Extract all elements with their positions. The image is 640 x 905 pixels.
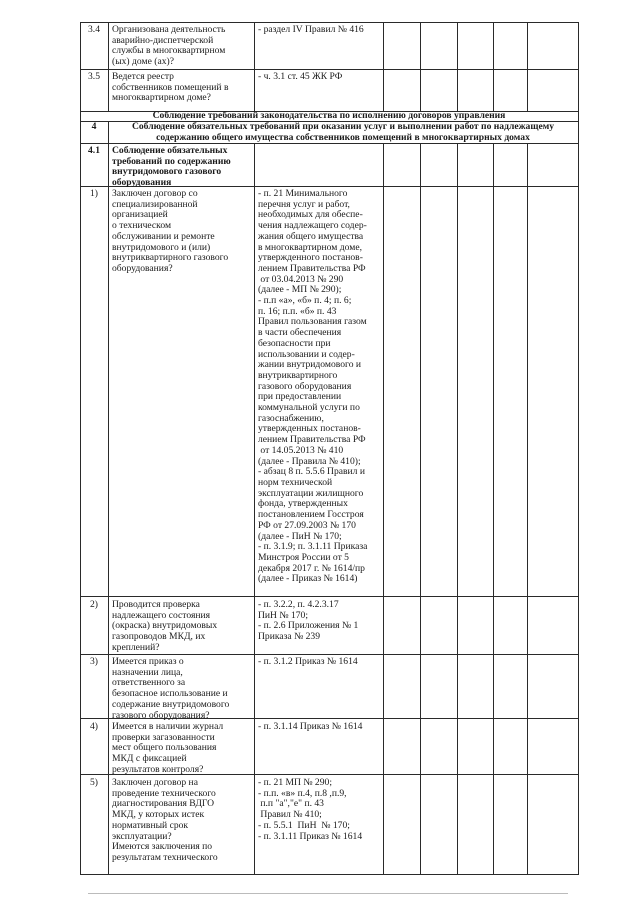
rule — [420, 143, 421, 874]
row-legal-reference: - ч. 3.1 ст. 45 ЖК РФ — [258, 72, 343, 82]
row-number: 2) — [90, 600, 98, 610]
rule — [457, 143, 458, 874]
row-legal-reference: - п. 3.1.2 Приказ № 1614 — [258, 657, 358, 667]
section-heading: Соблюдение требований законодательства по исполнению договоров управления — [152, 111, 506, 121]
row-number: 3) — [90, 657, 98, 667]
row-question: Проводится проверка надлежащего состояния (окраска) внутридомовых газопроводов МКД, их креплений? — [112, 600, 218, 653]
rule — [80, 654, 579, 655]
rule — [383, 22, 384, 111]
rule — [527, 143, 528, 874]
row-legal-reference: - раздел IV Правил № 416 — [258, 25, 364, 35]
rule — [527, 22, 528, 111]
row-legal-reference: - п. 3.2.2, п. 4.2.3.17 ПиН № 170; - п. 2.6 Приложения № 1 Приказа № 239 — [258, 600, 359, 643]
rule — [254, 143, 255, 874]
rule — [80, 874, 579, 875]
rule — [578, 22, 579, 874]
row-question: Имеется приказ о назначении лица, ответственного за безопасное использование и содержание внутридомового газового оборудования? — [112, 657, 230, 721]
row-number: 1) — [90, 189, 98, 199]
rule — [457, 22, 458, 111]
row-number: 4.1 — [88, 146, 100, 156]
rule — [254, 22, 255, 111]
row-legal-reference: - п. 3.1.14 Приказ № 1614 — [258, 722, 363, 732]
row-number: 4) — [90, 722, 98, 732]
rule — [80, 22, 579, 23]
rule — [420, 22, 421, 111]
row-question: Соблюдение обязательных требований по содержанию внутридомового газового оборудования — [112, 146, 231, 189]
rule — [108, 22, 109, 111]
scan-artifact — [88, 893, 568, 894]
rule — [493, 22, 494, 111]
row-question: Заключен договор со специализированной организацией о техническом обслуживании и ремонте внутридомового и (или) внутриквартирного газового оборудования? — [112, 189, 229, 274]
row-question: Ведется реестр собственников помещений в многоквартирном доме? — [112, 72, 229, 104]
rule — [80, 596, 579, 597]
row-legal-reference: - п. 21 МП № 290; - п.п. «в» п.4, п.8 ,п.9, п.п "а","е" п. 43 Правил № 410; - п. 5.5.1 ПиН № 170; - п. 3.1.11 Приказ № 1614 — [258, 778, 363, 842]
row-number: 3.4 — [88, 25, 100, 35]
rule — [383, 143, 384, 874]
row-question: Заключен договор на проведение технического диагностирования ВДГО МКД, у которых истек нормативный срок эксплуатации? Имеются заключения по результатам технического — [112, 778, 218, 863]
row-number: 5) — [90, 778, 98, 788]
row-legal-reference: - п. 21 Минимального перечня услуг и работ, необходимых для обеспе- чения надлежащего содер- жания общего имущества в многоквартирном доме, утвержденного постанов- лением Правительства РФ от 03.04.2013 № 290 (далее - МП № 290); - п.п «а», «б» п. 4; п. 6; п. 16; п.п. «б» п. 43 Правил пользования газом в части обеспечения безопасности при использовании и содер- жании внутридомового и внутриквартирного газового оборудования при предоставлении коммунальной услуги по газоснабжению, утвержденных постанов- лением Правительства РФ от 14.05.2013 № 410 (далее - Правила № 410); - абзац 8 п. 5.5.6 Правил и норм технической эксплуатации жилищного фонда, утвержденных постановлением Госстроя РФ от 27.09.2003 № 170 (далее - ПиН № 170; - п. 3.1.9; п. 3.1.11 Приказа Минстроя России от 5 декабря 2017 г. № 1614/пр (далее - Приказ № 1614) — [258, 189, 368, 585]
rule — [493, 143, 494, 874]
rule — [80, 69, 579, 70]
row-question: Имеется в наличии журнал проверки загазованности мест общего пользования МКД с фиксацией результатов контроля? — [112, 722, 224, 775]
row-question: Организована деятельность аварийно-диспетчерской службы в многоквартирном (ых) доме (ах)? — [112, 25, 226, 68]
section-number: 4 — [91, 122, 97, 132]
row-number: 3.5 — [88, 72, 100, 82]
section-heading: Соблюдение обязательных требований при оказании услуг и выполнении работ по надлежащему содержанию общего имущества собственников помещений в многоквартирных домах — [131, 122, 555, 143]
rule — [108, 121, 109, 874]
